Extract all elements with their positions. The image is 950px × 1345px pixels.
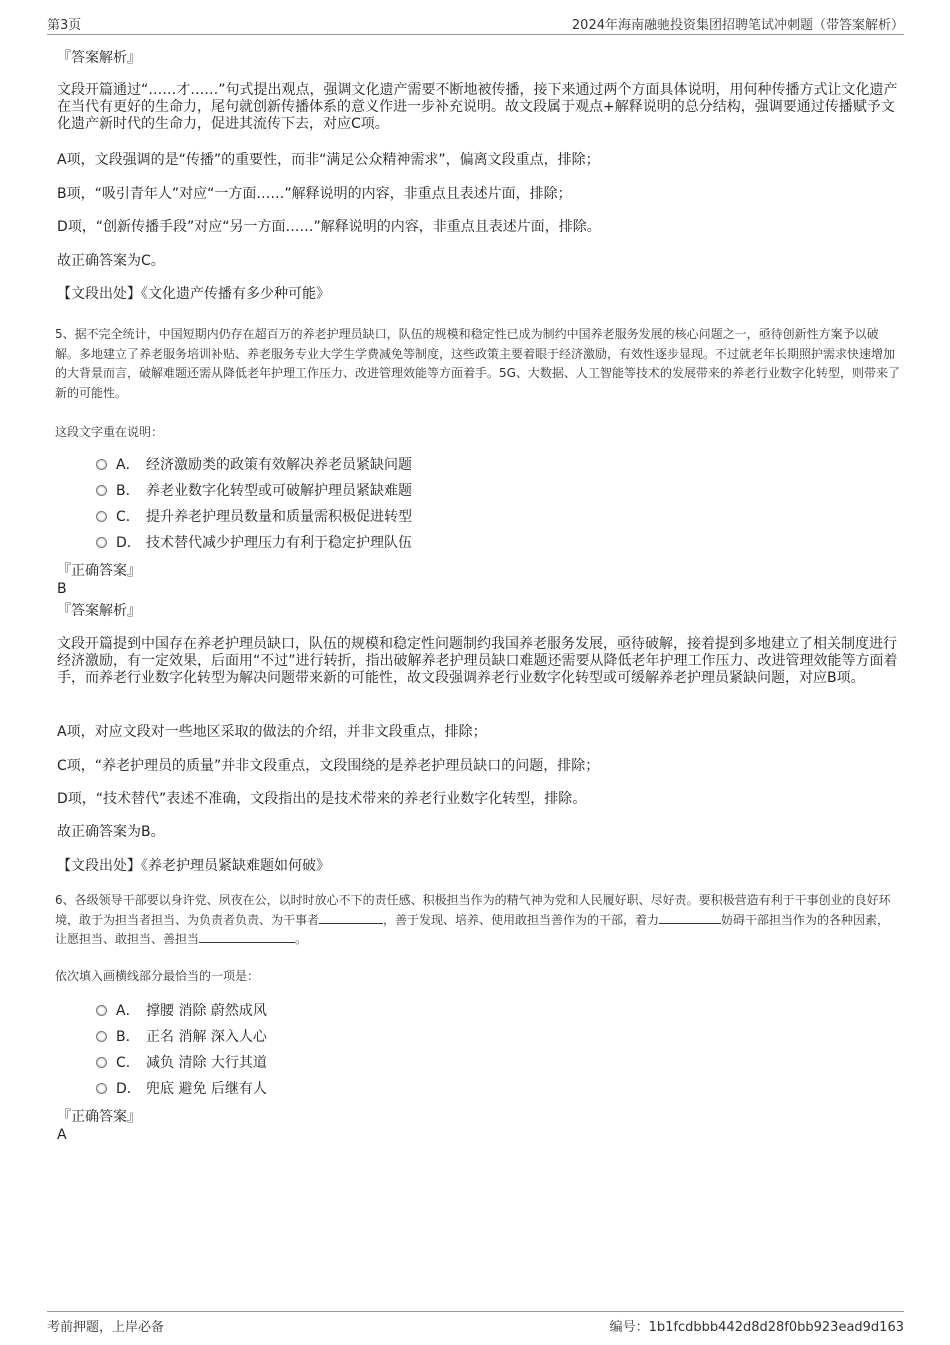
q6-stem-part-1: 6、各级领导干部要以身许党、夙夜在公，以时时放心不下的责任感、积极担当作为的精气神为党和人民履好职、尽好责。要积极营造有利于干事创业的良好环境，敢于为担当者担当、为负责者负责、为干事者 (55, 893, 891, 927)
option-letter: C． (116, 1055, 140, 1071)
q6-stem-part-3: 妨碍干部担当作为的各种因素，让愿担当、敢担当、善担当 (55, 912, 890, 946)
radio-icon[interactable] (96, 1057, 107, 1068)
radio-icon[interactable] (96, 1083, 107, 1094)
option-text: 提升养老护理员数量和质量需积极促进转型 (146, 509, 412, 525)
q6-option-d[interactable] (96, 1080, 267, 1098)
option-letter: A． (116, 1003, 140, 1019)
q6-option-b[interactable] (96, 1028, 267, 1046)
radio-icon[interactable] (96, 1031, 107, 1042)
footer-slogan: 考前押题，上岸必备 (47, 1320, 165, 1335)
q4-analysis-text: 文段开篇通过“……才……”句式提出观点，强调文化遗产需要不断地被传播，接下来通过两个方面具体说明，用何种传播方式让文化遗产在当代有更好的生命力，尾句就创新传播体系的意义作进一步补充说明。故文段属于观点+解释说明的总分结构，强调要通过传播赋予文化遗产新时代的生命力，促进其流传下去，对应C项。 (57, 82, 898, 132)
q5-analysis-label: 『答案解析』 (57, 603, 141, 619)
q5-analysis-text: 文段开篇提到中国存在养老护理员缺口，队伍的规模和稳定性问题制约我国养老服务发展，亟待破解，接着提到多地建立了相关制度进行经济激励，有一定效果，后面用“不过”进行转折，指出破解养老护理员缺口难题还需要从降低老年护理工作压力、改进管理效能等方面着手，而养老行业数字化转型为解决问题带来新的可能性，故文段强调养老行业数字化转型或可缓解养老护理员紧缺问题，对应B项。 (57, 636, 898, 686)
q5-option-d-explanation: D项，“技术替代”表述不准确，文段指出的是技术带来的养老行业数字化转型，排除。 (57, 791, 587, 807)
option-text: 兜底 避免 后继有人 (146, 1081, 267, 1097)
page-number: 第3页 (47, 18, 82, 33)
document-title: 2024年海南融驰投资集团招聘笔试冲刺题（带答案解析） (571, 18, 904, 33)
q5-option-a[interactable] (96, 456, 412, 474)
option-letter: D． (116, 535, 141, 551)
page-footer (47, 1311, 904, 1336)
radio-icon[interactable] (96, 485, 107, 496)
page-header (47, 12, 904, 35)
q4-source: 【文段出处】《文化遗产传播有多少种可能》 (57, 286, 330, 302)
q6-blank-1[interactable] (319, 911, 383, 924)
q5-option-b[interactable] (96, 482, 412, 500)
option-letter: C． (116, 509, 140, 525)
q5-answer-label: 『正确答案』 (57, 563, 141, 579)
option-text: 撑腰 消除 蔚然成风 (146, 1003, 267, 1019)
q6-option-a[interactable] (96, 1002, 267, 1020)
q6-blank-3[interactable] (199, 930, 295, 943)
q5-source: 【文段出处】《养老护理员紧缺难题如何破》 (57, 858, 330, 874)
q6-option-c[interactable] (96, 1054, 267, 1072)
q5-prompt: 这段文字重在说明： (55, 425, 164, 439)
q5-option-a-explanation: A项，对应文段对一些地区采取的做法的介绍，并非文段重点，排除； (57, 724, 487, 740)
radio-icon[interactable] (96, 459, 107, 470)
option-text: 正名 消解 深入人心 (146, 1029, 267, 1045)
option-letter: D． (116, 1081, 141, 1097)
q6-prompt: 依次填入画横线部分最恰当的一项是： (55, 969, 260, 983)
q5-option-c-explanation: C项，“养老护理员的质量”并非文段重点，文段围绕的是养老护理员缺口的问题，排除； (57, 758, 600, 774)
q4-option-d-explanation: D项，“创新传播手段”对应“另一方面……”解释说明的内容，非重点且表述片面，排除。 (57, 219, 601, 235)
q4-option-a-explanation: A项，文段强调的是“传播”的重要性，而非“满足公众精神需求”，偏离文段重点，排除； (57, 152, 600, 168)
q6-blank-2[interactable] (659, 911, 721, 924)
q6-answer: A (57, 1127, 67, 1143)
q5-answer: B (57, 581, 67, 597)
option-letter: A． (116, 457, 140, 473)
q4-analysis-label: 『答案解析』 (57, 50, 141, 66)
q6-stem-part-4: 。 (295, 932, 308, 946)
q5-option-d[interactable] (96, 534, 412, 552)
q5-conclusion: 故正确答案为B。 (57, 824, 165, 840)
option-text: 养老业数字化转型或可破解护理员紧缺难题 (146, 483, 412, 499)
option-text: 技术替代减少护理压力有利于稳定护理队伍 (146, 535, 412, 551)
option-letter: B． (116, 1029, 140, 1045)
radio-icon[interactable] (96, 511, 107, 522)
radio-icon[interactable] (96, 1005, 107, 1016)
q6-answer-label: 『正确答案』 (57, 1109, 141, 1125)
option-text: 经济激励类的政策有效解决养老员紧缺问题 (146, 457, 412, 473)
q5-stem: 5、据不完全统计，中国短期内仍存在超百万的养老护理员缺口，队伍的规模和稳定性已成为制约中国养老服务发展的核心问题之一，亟待创新性方案予以破解。多地建立了养老服务培训补贴、养老服务专业大学生学费减免等制度，这些政策主要着眼于经济激励，有效性逐步显现。不过就老年长期照护需求快速增加的大背景而言，破解难题还需从降低老年护理工作压力、改进管理效能等方面着手。5G、大数据、人工智能等技术的发展带来的养老行业数字化转型，则带来了新的可能性。 (55, 327, 900, 400)
q5-option-c[interactable] (96, 508, 412, 526)
q6-stem-part-2: ，善于发现、培养、使用敢担当善作为的干部，着力 (383, 912, 660, 927)
radio-icon[interactable] (96, 537, 107, 548)
option-text: 减负 清除 大行其道 (146, 1055, 267, 1071)
q4-option-b-explanation: B项，“吸引青年人”对应“一方面……”解释说明的内容，非重点且表述片面，排除； (57, 186, 572, 202)
option-letter: B． (116, 483, 140, 499)
q6-stem (55, 891, 900, 950)
document-id: 编号：1b1fcdbbb442d8d28f0bb923ead9d163 (609, 1320, 904, 1335)
q4-conclusion: 故正确答案为C。 (57, 253, 165, 269)
